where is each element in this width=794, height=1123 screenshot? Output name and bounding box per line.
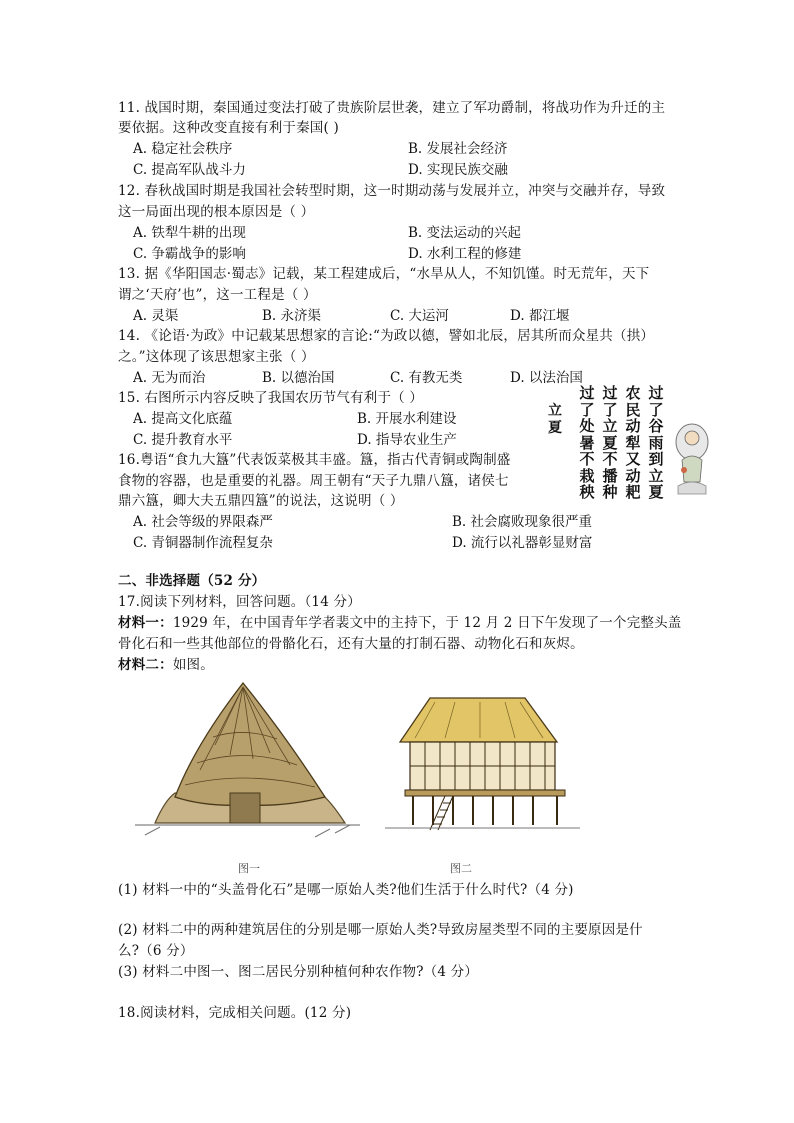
poster-line-1-text: 过了谷雨到立夏 xyxy=(648,384,664,501)
q12-option-a: A. 铁犁牛耕的出现 xyxy=(133,225,246,241)
q17-sub3: (3) 材料二中图一、图二居民分别种植何种农作物?（4 分） xyxy=(118,964,479,980)
q15-option-b: B. 开展水利建设 xyxy=(357,411,457,427)
q13-option-b: B. 永济渠 xyxy=(262,308,322,324)
q12-option-d: D. 水利工程的修建 xyxy=(408,246,522,262)
figure1-caption: 图一 xyxy=(238,862,260,875)
farmer-illustration xyxy=(672,420,712,498)
poster-line-3 xyxy=(600,385,620,501)
q17-material2-line xyxy=(118,655,214,675)
q16-stem-line2: 食物的容器，也是重要的礼器。周王朝有“天子九鼎八簋，诸侯七 xyxy=(118,473,509,489)
q12-option-c: C. 争霸战争的影响 xyxy=(133,246,246,262)
q17-sub2-line1: (2) 材料二中的两种建筑居住的分别是哪一原始人类?导致房屋类型不同的主要原因是什 xyxy=(118,922,643,938)
figure2-stilt-house xyxy=(385,690,580,840)
q12-stem-line1: 12. 春秋战国时期是我国社会转型时期，这一时期动荡与发展并立，冲突与交融并存，导致 xyxy=(118,183,666,199)
figure1-thatched-hut xyxy=(135,675,360,850)
poster-line-4 xyxy=(577,385,597,501)
q17-sub1: (1) 材料一中的“头盖骨化石”是哪一原始人类?他们生活于什么时代?（4 分) xyxy=(118,882,574,898)
q11-option-d: D. 实现民族交融 xyxy=(408,162,508,178)
q14-option-b: B. 以德治国 xyxy=(262,370,335,386)
q17-material1-line2: 骨化石和一些其他部位的骨骼化石，还有大量的打制石器、动物化石和灰烬。 xyxy=(118,636,584,652)
material2-label: 材料二： xyxy=(118,657,173,673)
poster-title-text: 立夏 xyxy=(548,403,562,436)
q12-stem-line2: 这一局面出现的根本原因是（ ） xyxy=(118,204,315,220)
section-two-heading: 二、非选择题（52 分） xyxy=(118,573,266,589)
q17-sub2-line2: 么?（6 分） xyxy=(118,943,194,959)
material2-text: 如图。 xyxy=(172,657,214,673)
poster-line-1 xyxy=(646,385,666,501)
poster-line-2-text: 农民动犁又动耙 xyxy=(625,384,641,501)
q13-option-d: D. 都江堰 xyxy=(510,308,570,324)
q13-stem-line1: 13. 据《华阳国志·蜀志》记载，某工程建成后，“水旱从人，不知饥馑。时无荒年，天下 xyxy=(118,266,650,282)
q11-option-a: A. 稳定社会秩序 xyxy=(133,141,233,157)
q15-stem-line1: 15. 右图所示内容反映了我国农历节气有利于（ ） xyxy=(118,390,424,406)
q11-stem-line2: 要依据。这种改变直接有利于秦国( ) xyxy=(118,120,339,136)
q11-option-c: C. 提高军队战斗力 xyxy=(133,162,246,178)
poster-line-4-text: 过了处暑不栽秧 xyxy=(579,384,595,501)
q13-option-c: C. 大运河 xyxy=(390,308,449,324)
q14-stem-line2: 之。”这体现了该思想家主张（ ） xyxy=(118,349,315,365)
q17-material1-line1 xyxy=(118,613,682,633)
q16-option-c: C. 青铜器制作流程复杂 xyxy=(133,535,273,551)
q14-option-d: D. 以法治国 xyxy=(510,370,583,386)
q12-option-b: B. 变法运动的兴起 xyxy=(408,225,522,241)
poster-line-3-text: 过了立夏不播种 xyxy=(602,384,618,501)
q11-option-b: B. 发展社会经济 xyxy=(408,141,508,157)
material1-label: 材料一： xyxy=(118,615,173,631)
q14-stem-line1: 14. 《论语·为政》中记载某思想家的言论:“为政以德，譬如北辰，居其所而众星共（拱） xyxy=(118,328,655,344)
q16-option-a: A. 社会等级的界限森严 xyxy=(133,514,273,530)
figure2-caption: 图二 xyxy=(450,862,472,875)
q14-option-c: C. 有教无类 xyxy=(390,370,463,386)
q11-stem-line1: 11. 战国时期，秦国通过变法打破了贵族阶层世袭，建立了军功爵制，将战功作为升迁的主 xyxy=(118,100,666,116)
q16-option-b: B. 社会腐败现象很严重 xyxy=(452,514,593,530)
material1-text: 1929 年，在中国青年学者裴文中的主持下，于 12 月 2 日下午发现了一个完整头盖 xyxy=(172,615,682,631)
q17-stem: 17.阅读下列材料，回答问题。（14 分） xyxy=(118,594,361,610)
q16-option-d: D. 流行以礼器彰显财富 xyxy=(452,535,593,551)
q13-stem-line2: 谓之‘天府’也”，这一工程是（ ） xyxy=(118,287,317,303)
lixia-poster xyxy=(540,385,712,505)
poster-line-2 xyxy=(623,385,643,501)
q13-option-a: A. 灵渠 xyxy=(133,308,179,324)
q16-stem-line1: 16.粤语“食九大簋”代表饭菜极其丰盛。簋，指古代青铜或陶制盛 xyxy=(118,452,511,468)
q15-option-c: C. 提升教育水平 xyxy=(133,432,233,448)
q15-option-a: A. 提高文化底蕴 xyxy=(133,411,233,427)
q16-stem-line3: 鼎六簋，卿大夫五鼎四簋”的说法，这说明（ ） xyxy=(118,493,404,509)
q18-stem: 18.阅读材料，完成相关问题。(12 分) xyxy=(118,1005,352,1021)
q14-option-a: A. 无为而治 xyxy=(133,370,206,386)
poster-title xyxy=(544,403,566,437)
q15-option-d: D. 指导农业生产 xyxy=(357,432,457,448)
